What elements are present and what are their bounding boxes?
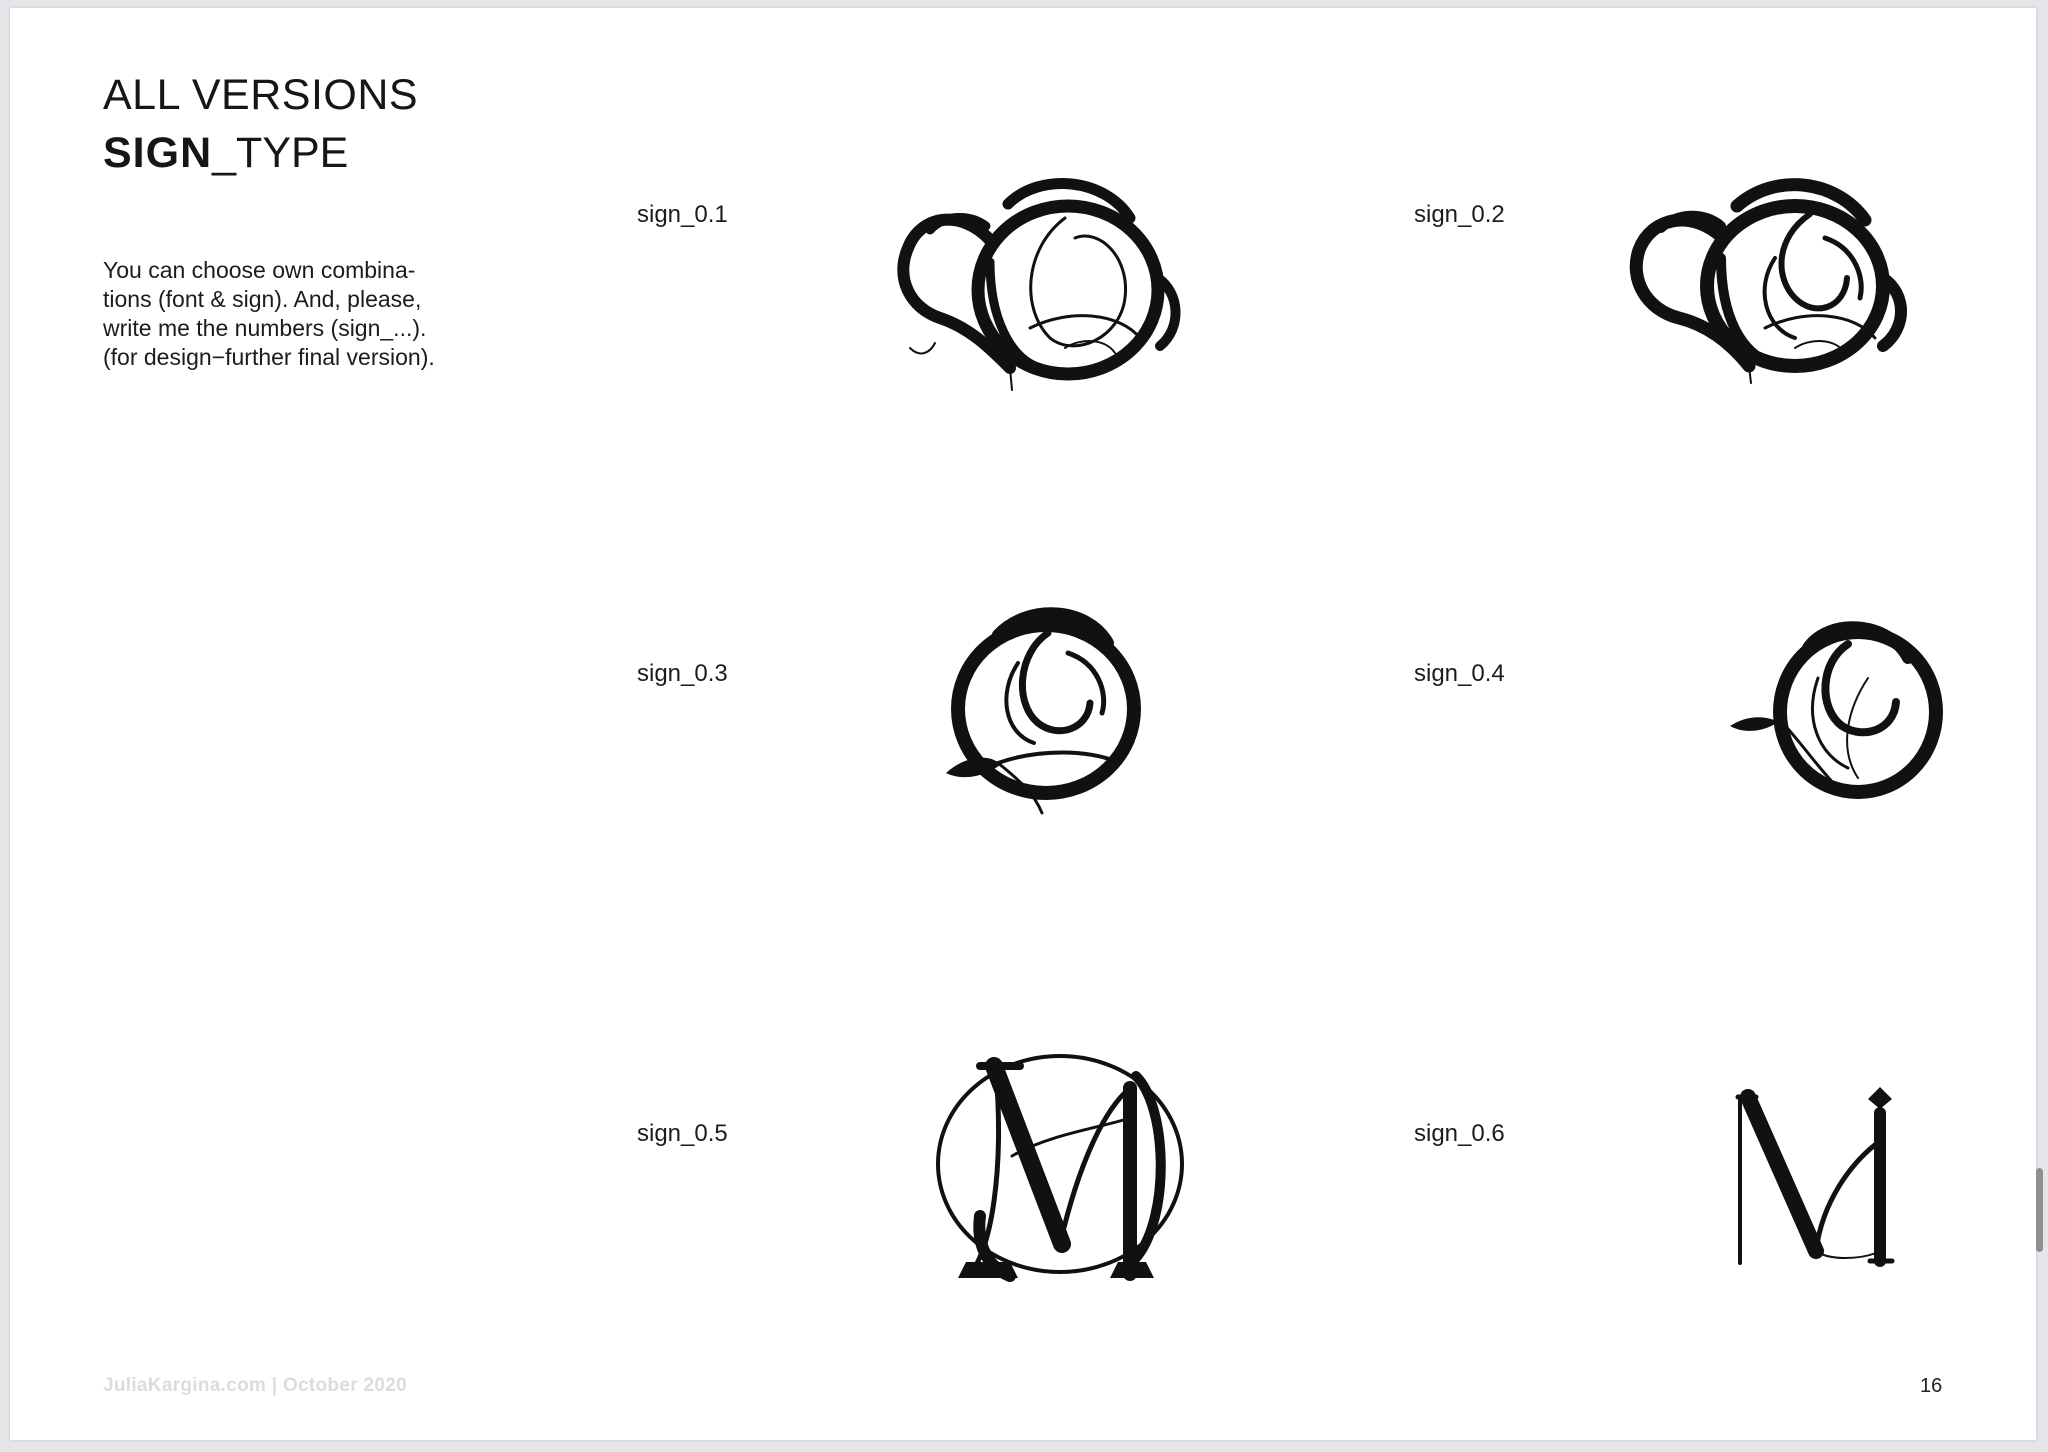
intro-paragraph	[103, 256, 523, 372]
sign-label-0-3: sign_0.3	[637, 660, 728, 687]
intro-line: (for design−further final version).	[103, 344, 435, 370]
title-bold-sign: SIGN	[103, 129, 213, 177]
intro-line: write me the numbers (sign_...).	[103, 315, 427, 341]
rose-double-bold-icon	[1625, 178, 1935, 388]
page-number: 16	[1920, 1375, 1943, 1397]
intro-line: You can choose own combina-	[103, 257, 416, 283]
sign-label-0-4: sign_0.4	[1414, 660, 1505, 687]
document-page	[10, 8, 2036, 1440]
footer-credit: JuliaKargina.com | October 2020	[103, 1375, 407, 1396]
mj-monogram-icon	[1730, 1083, 1900, 1268]
sign-label-0-2: sign_0.2	[1414, 201, 1505, 228]
rose-leaf-icon	[938, 603, 1150, 818]
sign-label-0-6: sign_0.6	[1414, 1120, 1505, 1147]
title-line-all-versions: ALL VERSIONS	[103, 71, 419, 119]
mo-monogram-icon	[930, 1048, 1190, 1283]
rose-side-leaf-icon	[1728, 618, 1946, 803]
page-title	[103, 66, 418, 182]
title-type-suffix: _TYPE	[212, 129, 349, 177]
sign-label-0-5: sign_0.5	[637, 1120, 728, 1147]
rose-double-icon	[890, 178, 1210, 398]
sign-label-0-1: sign_0.1	[637, 201, 728, 228]
intro-line: tions (font & sign). And, please,	[103, 286, 422, 312]
title-line-sign-type	[103, 124, 418, 182]
scrollbar-thumb[interactable]	[2036, 1168, 2043, 1252]
